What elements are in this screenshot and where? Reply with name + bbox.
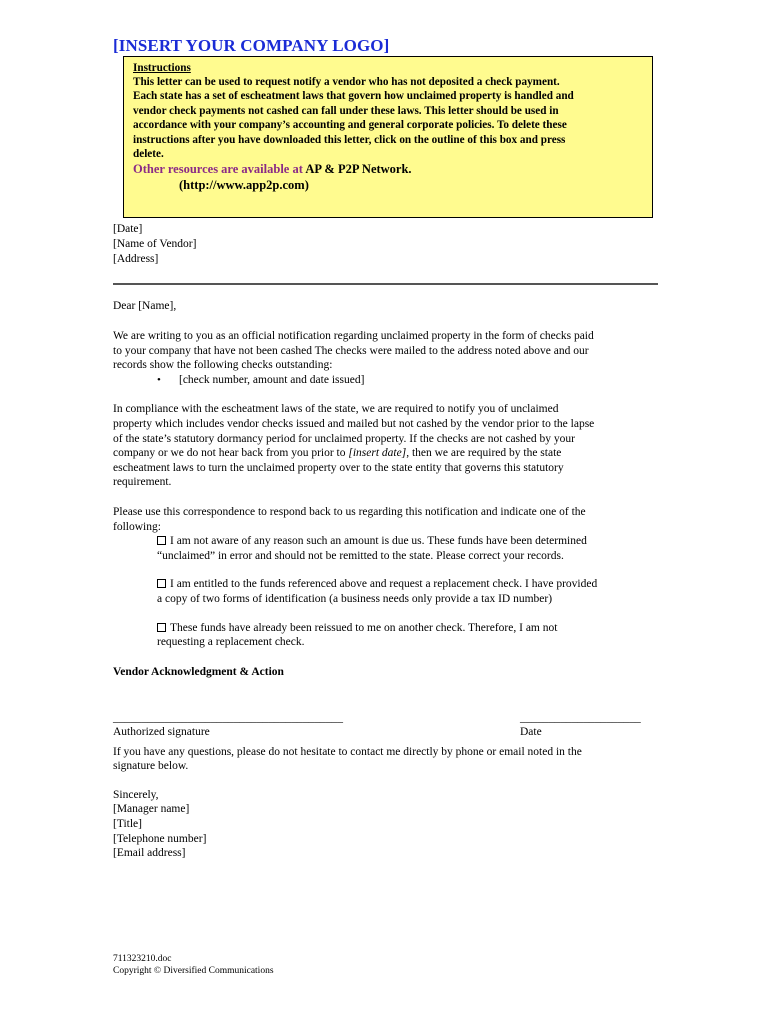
paragraph-line: of the state’s statutory dormancy period for unclaimed property. If the checks are not cashed by your bbox=[113, 432, 575, 445]
checkbox-icon[interactable] bbox=[157, 623, 166, 632]
paragraph-line: following: bbox=[113, 520, 161, 533]
copyright-text: Copyright © Diversified Communications bbox=[113, 966, 274, 976]
vendor-acknowledgment-heading: Vendor Acknowledgment & Action bbox=[113, 665, 284, 678]
option-line bbox=[157, 577, 658, 592]
option-line bbox=[157, 621, 658, 636]
date-label: Date bbox=[520, 725, 542, 738]
instructions-line: delete. bbox=[133, 148, 164, 161]
option-line: requesting a replacement check. bbox=[157, 636, 305, 649]
file-name: 711323210.doc bbox=[113, 954, 172, 964]
paragraph-compliance bbox=[113, 402, 658, 490]
paragraph-line: We are writing to you as an official notification regarding unclaimed property in the form of checks paid bbox=[113, 330, 594, 342]
option-reissued[interactable] bbox=[113, 621, 658, 650]
instructions-heading: Instructions bbox=[133, 62, 191, 74]
paragraph-line: to your company that have not been cashed The checks were mailed to the address noted above and our bbox=[113, 344, 589, 357]
bullet-text: [check number, amount and date issued] bbox=[179, 373, 365, 386]
paragraph-line: If you have any questions, please do not hesitate to contact me directly by phone or email noted in the bbox=[113, 745, 582, 758]
instructions-line: accordance with your company’s accounting and general corporate policies. To delete these bbox=[133, 119, 567, 132]
horizontal-divider bbox=[113, 283, 658, 285]
company-logo-placeholder: [INSERT YOUR COMPANY LOGO] bbox=[113, 36, 390, 55]
salutation: Dear [Name], bbox=[113, 300, 177, 312]
address-placeholder: [Address] bbox=[113, 253, 159, 265]
resources-name: AP & P2P Network. bbox=[305, 162, 412, 177]
instructions-line: vendor check payments not cashed can fall under these laws. This letter should be used in bbox=[133, 104, 559, 117]
paragraph-questions bbox=[113, 745, 658, 774]
option-entitled[interactable] bbox=[113, 577, 658, 606]
checkbox-icon[interactable] bbox=[157, 579, 166, 588]
option-line: a copy of two forms of identification (a business needs only provide a tax ID number) bbox=[157, 592, 553, 605]
telephone-placeholder: [Telephone number] bbox=[113, 832, 207, 845]
instructions-box[interactable] bbox=[123, 56, 653, 218]
closing-block bbox=[113, 788, 658, 861]
insert-date-placeholder: [insert date] bbox=[348, 447, 407, 460]
date-placeholder: [Date] bbox=[113, 223, 143, 235]
instructions-text bbox=[133, 75, 642, 161]
resources-prefix: Other resources are available at bbox=[133, 162, 306, 177]
paragraph-text: , then we are required by the state bbox=[406, 447, 562, 460]
letter-page bbox=[113, 36, 658, 861]
date-block bbox=[520, 711, 641, 739]
option-line bbox=[157, 534, 658, 549]
paragraph-line bbox=[113, 446, 658, 461]
paragraph-respond bbox=[113, 505, 658, 534]
bullet-item bbox=[113, 373, 658, 388]
date-line[interactable]: _____________________ bbox=[520, 711, 641, 724]
signature-row bbox=[113, 711, 658, 741]
vendor-name-placeholder: [Name of Vendor] bbox=[113, 238, 197, 250]
signature-block bbox=[113, 711, 343, 739]
address-block bbox=[113, 222, 658, 267]
instructions-line: instructions after you have downloaded this letter, click on the outline of this box and press bbox=[133, 133, 566, 146]
paragraph-notification bbox=[113, 329, 658, 373]
paragraph-line: escheatment laws to turn the unclaimed property over to the state entity that governs this statutory bbox=[113, 461, 564, 474]
resources-line bbox=[133, 161, 642, 177]
paragraph-text: company or we do not hear back from you prior to bbox=[113, 447, 349, 460]
paragraph-line: records show the following checks outstanding: bbox=[113, 359, 333, 372]
signature-label: Authorized signature bbox=[113, 725, 210, 738]
instructions-line: This letter can be used to request notify a vendor who has not deposited a check payment. bbox=[133, 76, 560, 88]
email-placeholder: [Email address] bbox=[113, 847, 186, 860]
manager-name-placeholder: [Manager name] bbox=[113, 803, 190, 816]
paragraph-line: property which includes vendor checks issued and mailed but not cashed by the vendor prior to the lapse bbox=[113, 417, 595, 430]
option-text: These funds have already been reissued to me on another check. Therefore, I am not bbox=[170, 621, 558, 634]
title-placeholder: [Title] bbox=[113, 818, 142, 831]
option-text: I am entitled to the funds referenced above and request a replacement check. I have provided bbox=[170, 578, 598, 591]
paragraph-line: signature below. bbox=[113, 760, 189, 773]
option-not-aware[interactable] bbox=[113, 534, 658, 563]
bullet-icon: • bbox=[157, 373, 161, 386]
resources-url[interactable]: (http://www.app2p.com) bbox=[179, 178, 309, 193]
document-footer bbox=[113, 953, 274, 977]
checkbox-icon[interactable] bbox=[157, 536, 166, 545]
option-line: “unclaimed” in error and should not be remitted to the state. Please correct your records. bbox=[157, 549, 564, 562]
signature-line[interactable]: ________________________________________ bbox=[113, 711, 343, 724]
paragraph-line: Please use this correspondence to respond back to us regarding this notification and indicate one of the bbox=[113, 505, 586, 518]
instructions-line: Each state has a set of escheatment laws that govern how unclaimed property is handled and bbox=[133, 90, 574, 103]
paragraph-line: In compliance with the escheatment laws of the state, we are required to notify you of unclaimed bbox=[113, 403, 559, 416]
sincerely-text: Sincerely, bbox=[113, 788, 159, 801]
option-text: I am not aware of any reason such an amount is due us. These funds have been determined bbox=[170, 535, 587, 548]
paragraph-line: requirement. bbox=[113, 476, 172, 489]
